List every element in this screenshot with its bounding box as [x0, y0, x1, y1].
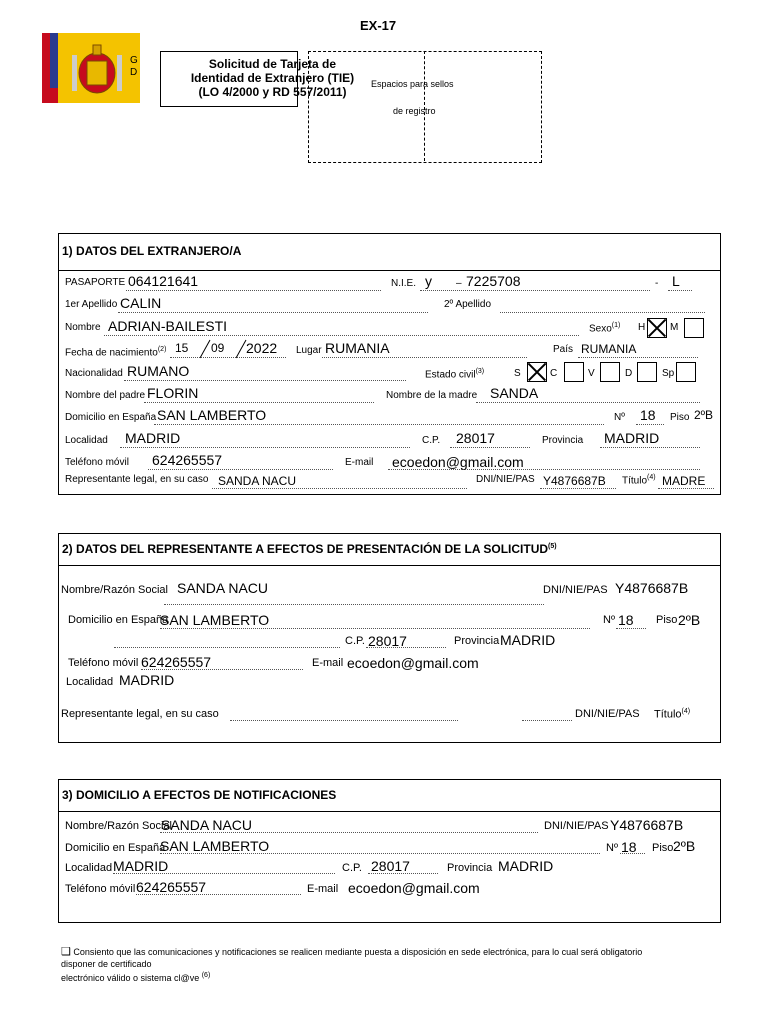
num-field[interactable]: 18 [640, 407, 656, 423]
telefono-label: Teléfono móvil [65, 457, 129, 468]
estado-sp-label: Sp [662, 368, 675, 379]
s3-piso-field[interactable]: 2ºB [673, 838, 696, 854]
s2-representante-field[interactable] [230, 720, 458, 721]
s2-dni-label: DNI/NIE/PAS [543, 584, 608, 596]
s2-telefono-line [141, 669, 303, 670]
s3-provincia-label: Provincia [447, 862, 493, 874]
representante-field[interactable]: SANDA NACU [218, 474, 297, 488]
sexo-h-label: H [638, 322, 646, 333]
titulo-field[interactable]: MADRE [662, 474, 706, 488]
nombre-line [104, 335, 579, 336]
s3-telefono-line [136, 894, 301, 895]
s2-telefono-label: Teléfono móvil [68, 657, 139, 669]
s3-dni-label: DNI/NIE/PAS [544, 820, 609, 832]
telefono-field[interactable]: 624265557 [152, 452, 223, 468]
s3-email-field[interactable]: ecoedon@gmail.com [348, 880, 480, 896]
pasaporte-field[interactable]: 064121641 [128, 273, 199, 289]
s2-email-label: E-mail [312, 657, 344, 669]
localidad-field[interactable]: MADRID [125, 430, 181, 446]
section-1-title: 1) DATOS DEL EXTRANJERO/A [62, 244, 242, 258]
dni-line [540, 488, 616, 489]
s2-cp-field[interactable]: 28017 [368, 633, 407, 649]
representante-line [212, 488, 467, 489]
s2-cp-line [366, 647, 446, 648]
pais-line [578, 357, 698, 358]
apellido2-line [500, 312, 705, 313]
s3-telefono-label: Teléfono móvil [65, 883, 136, 895]
cp-label: C.P. [422, 435, 441, 446]
lugar-label: Lugar [296, 345, 322, 356]
padre-label: Nombre del padre [65, 390, 146, 401]
provincia-line [600, 447, 700, 448]
s2-dni2-field[interactable] [522, 720, 572, 721]
fecha-dia-field[interactable]: 15 [175, 341, 189, 355]
estado-s-label: S [514, 368, 521, 379]
nombre-field[interactable]: ADRIAN-BAILESTI [108, 318, 228, 334]
num-label: Nº [614, 412, 625, 423]
estado-d-checkbox[interactable] [637, 362, 657, 382]
s2-domicilio-field[interactable]: SAN LAMBERTO [160, 612, 270, 628]
estado-d-label: D [625, 368, 633, 379]
estado-c-label: C [550, 368, 558, 379]
fecha-line [170, 357, 286, 358]
estado-s-checkbox[interactable] [527, 362, 547, 382]
fecha-anio-field[interactable]: 2022 [246, 340, 278, 356]
s3-localidad-label: Localidad [65, 862, 113, 874]
stamp-label-1: Espacios para sellos [371, 79, 454, 89]
lugar-field[interactable]: RUMANIA [325, 340, 390, 356]
nie-control-field[interactable]: L [672, 273, 680, 289]
padre-field[interactable]: FLORIN [147, 385, 199, 401]
fecha-mes-field[interactable]: 09 [211, 341, 225, 355]
s2-num-label: Nº [603, 614, 615, 626]
cp-line [450, 447, 530, 448]
fecha-slash-1 [198, 339, 212, 359]
domicilio-field[interactable]: SAN LAMBERTO [157, 407, 267, 423]
s2-piso-field[interactable]: 2ºB [678, 612, 701, 628]
dni-field[interactable]: Y4876687B [543, 474, 606, 488]
nie-label: N.I.E. [391, 278, 417, 289]
s3-cp-field[interactable]: 28017 [371, 858, 410, 874]
pais-label: País [553, 344, 574, 355]
s3-email-label: E-mail [307, 883, 339, 895]
nacionalidad-label: Nacionalidad [65, 368, 123, 379]
s3-telefono-field[interactable]: 624265557 [136, 879, 207, 895]
titulo-label: Título$^{(4)}$ [622, 474, 656, 487]
cp-field[interactable]: 28017 [456, 430, 495, 446]
s3-cp-line [368, 873, 438, 874]
nie-dash-2: - [655, 278, 659, 289]
email-line [388, 469, 700, 470]
s3-nombre-line [160, 832, 538, 833]
apellido1-line [118, 312, 428, 313]
representante-label: Representante legal, en su caso [65, 474, 209, 485]
nie-letter-field[interactable]: y [425, 273, 432, 289]
localidad-line [120, 447, 410, 448]
consent-checkbox[interactable]: ❑ [61, 946, 71, 958]
apellido1-field[interactable]: CALIN [120, 295, 162, 311]
provincia-label: Provincia [542, 435, 584, 446]
s2-representante-label: Representante legal, en su caso [61, 708, 219, 720]
s2-provincia-label: Provincia [454, 635, 500, 647]
s2-piso-label: Piso [656, 614, 678, 626]
s2-num-line [616, 628, 646, 629]
s2-nombre-label: Nombre/Razón Social [61, 584, 168, 596]
s2-nombre-field[interactable]: SANDA NACU [177, 580, 269, 596]
fecha-label: Fecha de nacimiento$^{(2)}$ [65, 346, 167, 359]
nombre-label: Nombre [65, 322, 101, 333]
estado-c-checkbox[interactable] [564, 362, 584, 382]
email-field[interactable]: ecoedon@gmail.com [392, 454, 524, 470]
domicilio-label: Domicilio en España [65, 412, 157, 423]
domicilio-line [154, 424, 604, 425]
dni-label: DNI/NIE/PAS [476, 474, 535, 485]
estado-sp-checkbox[interactable] [676, 362, 696, 382]
apellido1-label: 1er Apellido [65, 299, 118, 310]
s2-num-field[interactable]: 18 [618, 612, 634, 628]
telefono-line [148, 469, 333, 470]
provincia-field[interactable]: MADRID [604, 430, 660, 446]
nie-number-field[interactable]: 7225708 [466, 273, 521, 289]
nie-control-line [668, 290, 692, 291]
s2-dni2-label: DNI/NIE/PAS [575, 708, 640, 720]
nie-dash: – [456, 278, 462, 289]
pais-field[interactable]: RUMANIA [581, 342, 637, 356]
s3-localidad-field[interactable]: MADRID [113, 858, 169, 874]
s3-domicilio-field[interactable]: SAN LAMBERTO [160, 838, 270, 854]
s2-email-field[interactable]: ecoedon@gmail.com [347, 655, 479, 671]
s3-domicilio-label: Domicilio en España [65, 842, 166, 854]
padre-line [144, 402, 374, 403]
s3-dni-field[interactable]: Y4876687B [610, 817, 684, 833]
s2-telefono-field[interactable]: 624265557 [141, 654, 212, 670]
s3-num-field[interactable]: 18 [621, 839, 637, 855]
sexo-label: Sexo$^{(1)}$ [589, 322, 621, 335]
coat-of-arms-icon [42, 33, 140, 103]
piso-field[interactable]: 2ºB [694, 408, 714, 422]
s3-localidad-line [113, 873, 335, 874]
s3-num-label: Nº [606, 842, 618, 854]
section-3-title: 3) DOMICILIO A EFECTOS DE NOTIFICACIONES [62, 788, 337, 802]
apellido2-label: 2º Apellido [444, 299, 492, 310]
estado-label: Estado civil$^{(3)}$ [425, 368, 485, 381]
s3-domicilio-line [160, 853, 600, 854]
s2-domicilio-line [160, 628, 590, 629]
consent-text: ❑ Consiento que las comunicaciones y notificaciones se realicen mediante puesta a disposición en sede electrónica, para lo cual será obligatorio disponer de certificado electrónico válido o sistema cl@ve $^{(6)}$ [61, 946, 643, 983]
s3-provincia-field[interactable]: MADRID [498, 858, 554, 874]
email-label: E-mail [345, 457, 374, 468]
lugar-line [322, 357, 527, 358]
s2-domicilio-label: Domicilio en España [68, 614, 169, 626]
pasaporte-label: PASAPORTE [65, 277, 126, 288]
s2-nombre-line [164, 604, 544, 605]
section-2-title: 2) DATOS DEL REPRESENTANTE A EFECTOS DE PRESENTACIÓN DE LA SOLICITUD$^{(5)}$ [62, 542, 557, 556]
s3-cp-label: C.P. [342, 862, 362, 874]
nie-line [420, 290, 650, 291]
sexo-m-label: M [670, 322, 679, 333]
sexo-h-checkbox[interactable] [647, 318, 667, 338]
pasaporte-line [126, 290, 381, 291]
s3-piso-label: Piso [652, 842, 674, 854]
s2-provincia-field[interactable]: MADRID [500, 632, 556, 648]
num-line [636, 424, 664, 425]
s2-address-line-2 [114, 647, 340, 648]
s2-localidad-label: Localidad [66, 676, 114, 688]
form-code: EX-17 [360, 18, 397, 33]
nacionalidad-line [124, 380, 406, 381]
localidad-label: Localidad [65, 435, 108, 446]
titulo-line [658, 488, 714, 489]
madre-line [476, 402, 700, 403]
s3-nombre-label: Nombre/Razón Social [65, 820, 172, 832]
s2-localidad-field[interactable]: MADRID [119, 672, 175, 688]
estado-v-label: V [588, 368, 595, 379]
logo-letters: G D [130, 55, 138, 78]
estado-v-checkbox[interactable] [600, 362, 620, 382]
stamp-label-2: de registro [393, 106, 436, 116]
piso-label: Piso [670, 412, 690, 423]
s2-cp-label: C.P. [345, 635, 365, 647]
nacionalidad-field[interactable]: RUMANO [127, 363, 190, 379]
sexo-m-checkbox[interactable] [684, 318, 704, 338]
s2-titulo-label: Título$^{(4)}$ [654, 708, 691, 721]
government-logo [42, 33, 140, 103]
s2-dni-field[interactable]: Y4876687B [615, 580, 689, 596]
madre-field[interactable]: SANDA [490, 385, 539, 401]
form-title: Solicitud de Tarjeta de Identidad de Extranjero (TIE) (LO 4/2000 y RD 557/2011) [190, 57, 355, 99]
s3-nombre-field[interactable]: SANDA NACU [161, 817, 253, 833]
madre-label: Nombre de la madre [386, 390, 478, 401]
s3-num-line [620, 853, 645, 854]
